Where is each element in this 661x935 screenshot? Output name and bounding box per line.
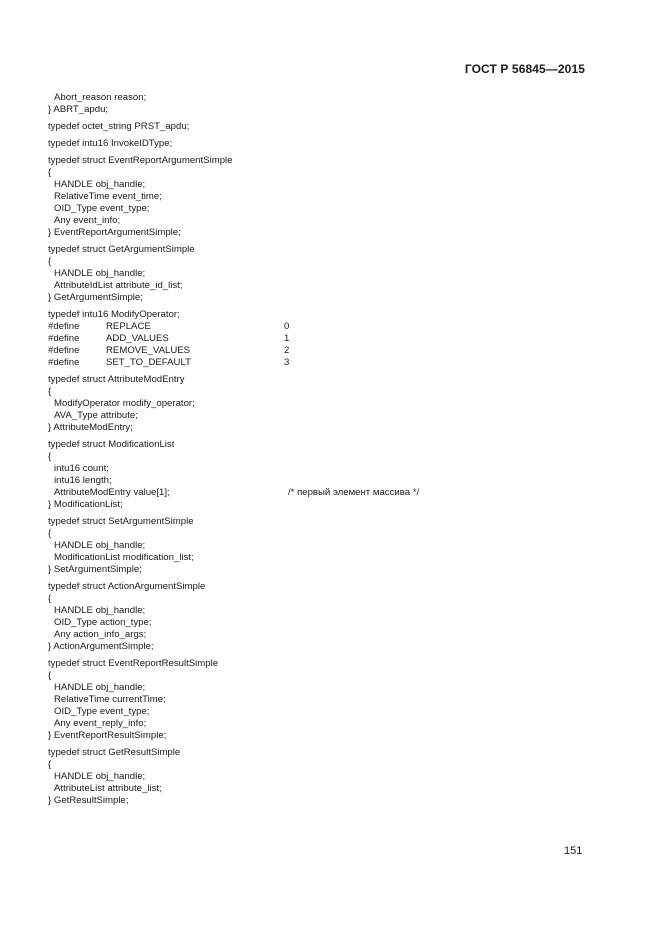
- code-line: typedef struct ModificationList: [48, 439, 175, 450]
- code-block-attribute-mod-entry: [48, 374, 608, 434]
- code-line: typedef intu16 InvokeIDType;: [48, 138, 173, 149]
- code-line: OID_Type event_type;: [54, 706, 150, 717]
- code-block-get-argument-simple: [48, 244, 608, 304]
- code-line: {: [48, 593, 52, 604]
- code-line: Any event_reply_info;: [54, 718, 147, 729]
- code-line: OID_Type event_type;: [54, 203, 150, 214]
- code-line: {: [48, 759, 52, 770]
- code-line: RelativeTime currentTime;: [54, 694, 166, 705]
- define-keyword: #define: [48, 321, 80, 332]
- code-block-event-report-result-simple: [48, 658, 608, 742]
- code-line: typedef struct AttributeModEntry: [48, 374, 185, 385]
- code-block-abrt-apdu: [48, 92, 608, 116]
- code-line: Any event_info;: [54, 215, 121, 226]
- define-value: 2: [284, 345, 290, 356]
- define-value: 0: [284, 321, 290, 332]
- code-line: typedef struct ActionArgumentSimple: [48, 581, 206, 592]
- define-row: [48, 357, 608, 369]
- code-line: typedef struct GetArgumentSimple: [48, 244, 195, 255]
- code-block-set-argument-simple: [48, 516, 608, 576]
- code-line: [48, 487, 608, 499]
- define-keyword: #define: [48, 357, 80, 368]
- code-line: {: [48, 256, 52, 267]
- page-number: 151: [564, 845, 583, 857]
- define-name: REMOVE_VALUES: [106, 345, 191, 356]
- code-line: AttributeList attribute_list;: [54, 783, 162, 794]
- define-value: 1: [284, 333, 290, 344]
- code-line: } SetArgumentSimple;: [48, 564, 142, 575]
- code-block-action-argument-simple: [48, 581, 608, 653]
- code-line: } ABRT_apdu;: [48, 104, 109, 115]
- code-line: } EventReportResultSimple;: [48, 730, 167, 741]
- code-line: {: [48, 528, 52, 539]
- code-block-event-report-argument-simple: [48, 155, 608, 239]
- code-line: HANDLE obj_handle;: [54, 605, 146, 616]
- code-block-modify-operator: [48, 309, 608, 369]
- code-line: } AttributeModEntry;: [48, 422, 133, 433]
- code-block-prst-apdu: [48, 121, 608, 133]
- define-name: SET_TO_DEFAULT: [106, 357, 191, 368]
- code-line: AVA_Type attribute;: [54, 410, 138, 421]
- code-line: intu16 length;: [54, 475, 112, 486]
- code-line: {: [48, 451, 52, 462]
- code-line: RelativeTime event_time;: [54, 191, 162, 202]
- define-keyword: #define: [48, 345, 80, 356]
- code-line: OID_Type action_type;: [54, 617, 152, 628]
- code-line: intu16 count;: [54, 463, 109, 474]
- define-row: [48, 333, 608, 345]
- define-row: [48, 345, 608, 357]
- code-line: HANDLE obj_handle;: [54, 179, 146, 190]
- define-value: 3: [284, 357, 290, 368]
- code-block-get-result-simple: [48, 747, 608, 807]
- code-line: typedef struct GetResultSimple: [48, 747, 181, 758]
- code-line: typedef struct EventReportArgumentSimple: [48, 155, 233, 166]
- define-name: REPLACE: [106, 321, 151, 332]
- code-line: typedef intu16 ModifyOperator;: [48, 309, 180, 320]
- code-line: HANDLE obj_handle;: [54, 771, 146, 782]
- define-keyword: #define: [48, 333, 80, 344]
- code-line: } ActionArgumentSimple;: [48, 641, 154, 652]
- code-line: HANDLE obj_handle;: [54, 540, 146, 551]
- define-name: ADD_VALUES: [106, 333, 169, 344]
- code-listing: [48, 92, 608, 812]
- code-line: typedef struct EventReportResultSimple: [48, 658, 219, 669]
- code-line: } ModificationList;: [48, 499, 123, 510]
- code-line: AttributeIdList attribute_id_list;: [54, 280, 183, 291]
- code-line: ModifyOperator modify_operator;: [54, 398, 195, 409]
- code-line: typedef octet_string PRST_apdu;: [48, 121, 190, 132]
- code-line: typedef struct SetArgumentSimple: [48, 516, 194, 527]
- code-line: HANDLE obj_handle;: [54, 682, 146, 693]
- code-comment: /* первый элемент массива */: [288, 487, 420, 498]
- code-text: AttributeModEntry value[1];: [54, 487, 170, 498]
- code-block-invoke-id-type: [48, 138, 608, 150]
- code-block-modification-list: [48, 439, 608, 511]
- code-line: {: [48, 670, 52, 681]
- code-line: Any action_info_args;: [54, 629, 147, 640]
- code-line: {: [48, 167, 52, 178]
- code-line: ModificationList modification_list;: [54, 552, 194, 563]
- code-line: HANDLE obj_handle;: [54, 268, 146, 279]
- code-line: Abort_reason reason;: [54, 92, 147, 103]
- code-line: } EventReportArgumentSimple;: [48, 227, 181, 238]
- define-row: [48, 321, 608, 333]
- code-line: } GetArgumentSimple;: [48, 292, 143, 303]
- code-line: {: [48, 386, 52, 397]
- code-line: } GetResultSimple;: [48, 795, 129, 806]
- document-standard-id: ГОСТ Р 56845—2015: [464, 62, 585, 76]
